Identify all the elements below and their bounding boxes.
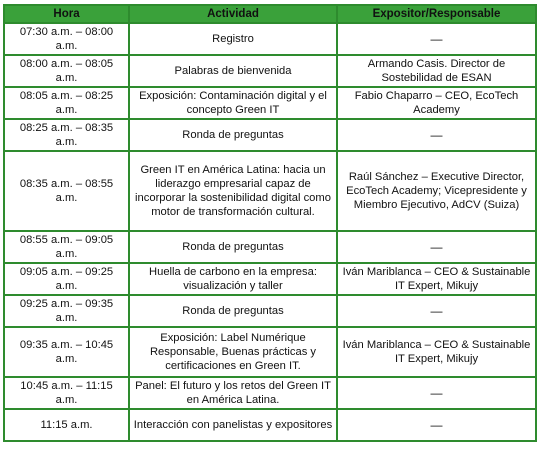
cell-responsable: — bbox=[337, 119, 536, 151]
cell-responsable: — bbox=[337, 409, 536, 441]
cell-responsable: Fabio Chaparro – CEO, EcoTech Academy bbox=[337, 87, 536, 119]
cell-responsable: — bbox=[337, 23, 536, 55]
cell-actividad: Palabras de bienvenida bbox=[129, 55, 337, 87]
agenda-sheet bbox=[3, 4, 535, 442]
table-row bbox=[4, 409, 536, 441]
cell-responsable: — bbox=[337, 295, 536, 327]
table-row bbox=[4, 151, 536, 231]
cell-hora: 10:45 a.m. – 11:15 a.m. bbox=[4, 377, 129, 409]
cell-hora: 08:55 a.m. – 09:05 a.m. bbox=[4, 231, 129, 263]
cell-actividad: Ronda de preguntas bbox=[129, 119, 337, 151]
cell-actividad: Interacción con panelistas y expositores bbox=[129, 409, 337, 441]
table-row bbox=[4, 119, 536, 151]
table-row bbox=[4, 231, 536, 263]
cell-hora: 08:35 a.m. – 08:55 a.m. bbox=[4, 151, 129, 231]
cell-hora: 08:00 a.m. – 08:05 a.m. bbox=[4, 55, 129, 87]
cell-responsable: Iván Mariblanca – CEO & Sustainable IT Expert, Mikujy bbox=[337, 263, 536, 295]
agenda-table bbox=[3, 4, 537, 442]
table-row bbox=[4, 23, 536, 55]
cell-hora: 11:15 a.m. bbox=[4, 409, 129, 441]
cell-actividad: Exposición: Label Numérique Responsable, Buenas prácticas y certificaciones en Green IT. bbox=[129, 327, 337, 377]
cell-hora: 09:05 a.m. – 09:25 a.m. bbox=[4, 263, 129, 295]
cell-actividad: Ronda de preguntas bbox=[129, 231, 337, 263]
cell-actividad: Exposición: Contaminación digital y el concepto Green IT bbox=[129, 87, 337, 119]
cell-hora: 09:35 a.m. – 10:45 a.m. bbox=[4, 327, 129, 377]
cell-hora: 07:30 a.m. – 08:00 a.m. bbox=[4, 23, 129, 55]
cell-actividad: Registro bbox=[129, 23, 337, 55]
cell-actividad: Green IT en América Latina: hacia un liderazgo empresarial capaz de incorporar la sostenibilidad digital como motor de transformación cultural. bbox=[129, 151, 337, 231]
cell-hora: 09:25 a.m. – 09:35 a.m. bbox=[4, 295, 129, 327]
cell-actividad: Panel: El futuro y los retos del Green IT en América Latina. bbox=[129, 377, 337, 409]
cell-hora: 08:05 a.m. – 08:25 a.m. bbox=[4, 87, 129, 119]
cell-actividad: Huella de carbono en la empresa: visualización y taller bbox=[129, 263, 337, 295]
header-row bbox=[4, 5, 536, 23]
header-hora: Hora bbox=[4, 5, 129, 23]
header-responsable: Expositor/Responsable bbox=[337, 5, 536, 23]
table-row bbox=[4, 327, 536, 377]
table-row bbox=[4, 295, 536, 327]
cell-responsable: — bbox=[337, 377, 536, 409]
cell-responsable: Raúl Sánchez – Executive Director, EcoTech Academy; Vicepresidente y Miembro Ejecutivo, AdCV (Suiza) bbox=[337, 151, 536, 231]
cell-responsable: Armando Casis. Director de Sostebilidad de ESAN bbox=[337, 55, 536, 87]
cell-actividad: Ronda de preguntas bbox=[129, 295, 337, 327]
cell-responsable: Iván Mariblanca – CEO & Sustainable IT Expert, Mikujy bbox=[337, 327, 536, 377]
cell-hora: 08:25 a.m. – 08:35 a.m. bbox=[4, 119, 129, 151]
table-row bbox=[4, 55, 536, 87]
table-row bbox=[4, 377, 536, 409]
header-actividad: Actividad bbox=[129, 5, 337, 23]
cell-responsable: — bbox=[337, 231, 536, 263]
table-row bbox=[4, 87, 536, 119]
table-row bbox=[4, 263, 536, 295]
